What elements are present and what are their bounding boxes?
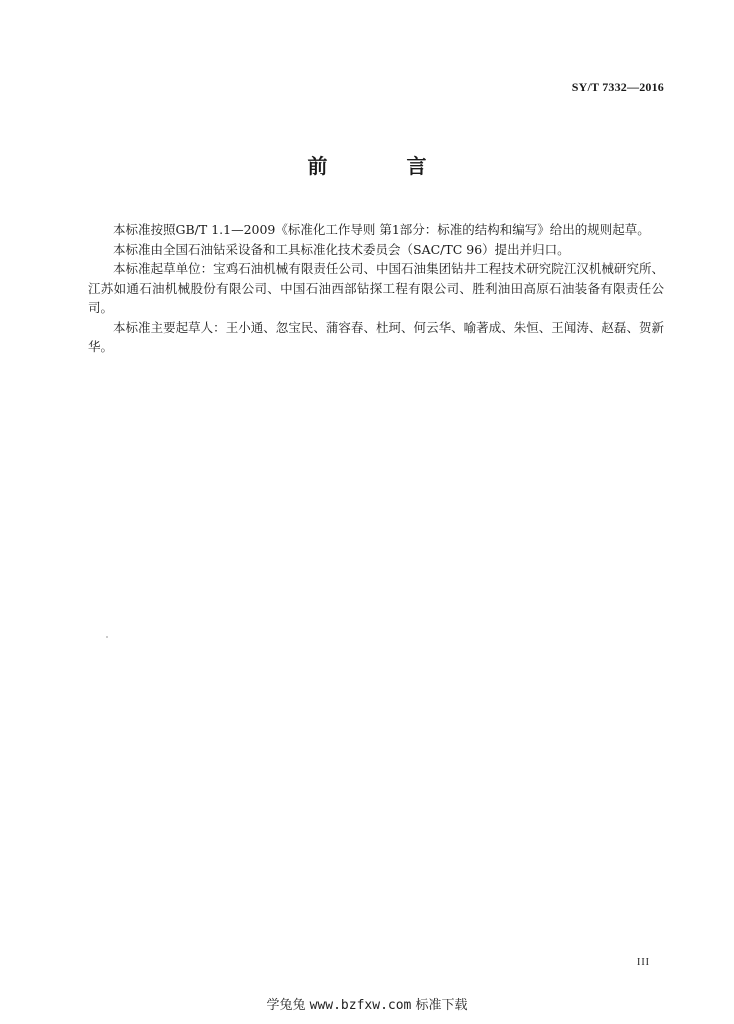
- page-number: III: [637, 957, 650, 968]
- footer-watermark: [0, 994, 734, 1013]
- page-title: 前 言: [307, 154, 463, 178]
- footer-site-link[interactable]: www.bzfxw.com: [309, 998, 412, 1013]
- paragraph-drafters: 本标准主要起草人：王小通、忽宝民、蒲容春、杜珂、何云华、喻著成、朱恒、王闻涛、赵磊、贺新华。: [88, 319, 664, 354]
- footer-brand: 学兔兔: [266, 998, 306, 1013]
- foreword-body: [88, 220, 664, 357]
- paragraph-proposer: 本标准由全国石油钻采设备和工具标准化技术委员会（SAC/TC 96）提出并归口。: [113, 241, 570, 257]
- scan-speck: [106, 636, 108, 638]
- paragraph-drafting-units: 本标准起草单位：宝鸡石油机械有限责任公司、中国石油集团钻井工程技术研究院江汉机械研究所、江苏如通石油机械股份有限公司、中国石油西部钻探工程有限公司、胜利油田高原石油装备有限责任公司。: [88, 261, 664, 315]
- footer-tagline: 标准下载: [415, 998, 468, 1013]
- standard-code: SY/T 7332—2016: [571, 80, 664, 94]
- paragraph-drafting-rules: 本标准按照GB/T 1.1—2009《标准化工作导则 第1部分：标准的结构和编写》给出的规则起草。: [113, 222, 650, 237]
